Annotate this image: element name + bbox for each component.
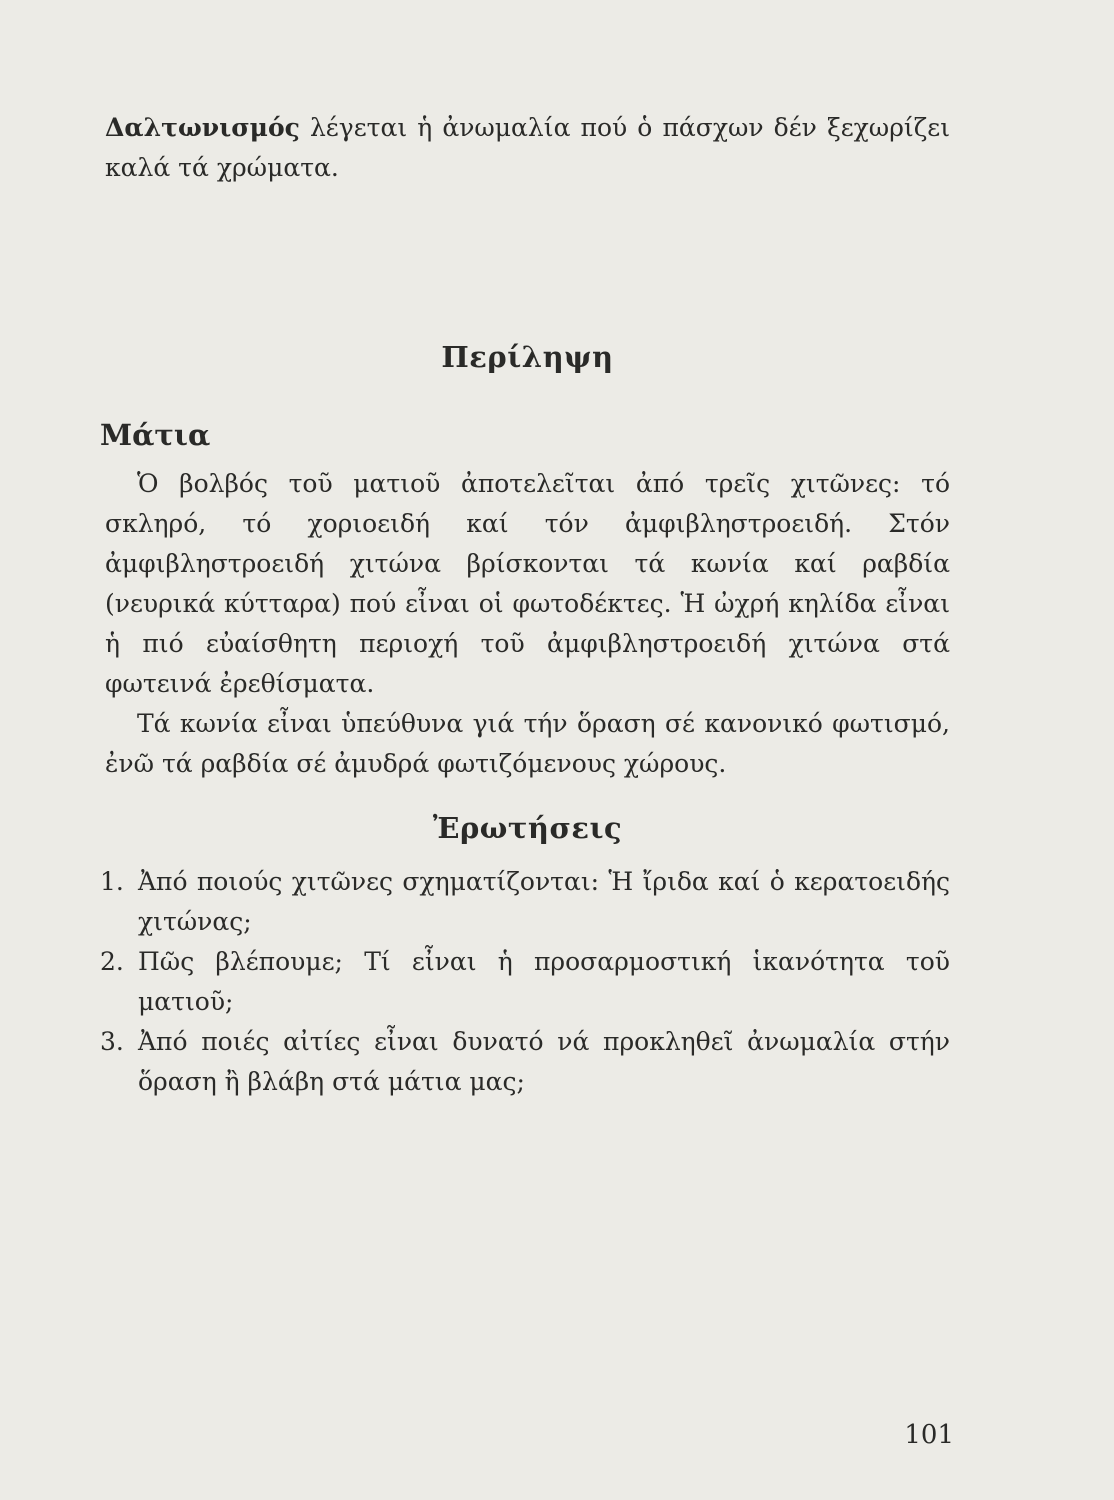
intro-paragraph bbox=[105, 108, 950, 188]
summary-heading: Περίληψη bbox=[441, 340, 614, 374]
page-number: 101 bbox=[904, 1420, 954, 1450]
summary-text bbox=[105, 464, 950, 784]
question-text: Ἀπό ποιούς χιτῶνες σχηματίζονται: Ἡ ἴριδα καί ὁ κερατοειδής χιτώνας; bbox=[138, 867, 950, 936]
question-text: Πῶς βλέπουμε; Τί εἶναι ἡ προσαρμοστική ἱκανότητα τοῦ ματιοῦ; bbox=[138, 947, 950, 1016]
question-number: 2. bbox=[100, 947, 124, 976]
summary-paragraph-2: Τά κωνία εἶναι ὑπεύθυνα γιά τήν ὅραση σέ κανονικό φωτισμό, ἐνῶ τά ραβδία σέ ἀμυδρά φωτιζόμενους χώρους. bbox=[105, 709, 950, 778]
questions-heading: Ἐρωτήσεις bbox=[432, 811, 623, 845]
question-number: 3. bbox=[100, 1027, 124, 1056]
question-item bbox=[100, 1022, 950, 1102]
question-text: Ἀπό ποιές αἰτίες εἶναι δυνατό νά προκληθεῖ ἀνωμαλία στήν ὅραση ἢ βλάβη στά μάτια μας; bbox=[138, 1027, 950, 1096]
question-item bbox=[100, 942, 950, 1022]
question-number: 1. bbox=[100, 867, 124, 896]
questions-list bbox=[100, 862, 950, 1102]
intro-definition: λέγεται ἡ ἀνωμαλία πού ὁ πάσχων δέν ξεχωρίζει καλά τά χρώματα. bbox=[105, 113, 950, 182]
summary-paragraph-1: Ὁ βολβός τοῦ ματιοῦ ἀποτελεῖται ἀπό τρεῖς χιτῶνες: τό σκληρό, τό χοριοειδή καί τόν ἀμφιβληστροειδή. Στόν ἀμφιβληστροειδή χιτώνα βρίσκονται τά κωνία καί ραβδία (νευρικά κύτταρα) πού εἶναι οἱ φωτοδέκτες. Ἡ ὠχρή κηλίδα εἶναι ἡ πιό εὐαίσθητη περιοχή τοῦ ἀμφιβληστροειδή χιτώνα στά φωτεινά ἐρεθίσματα. bbox=[105, 469, 950, 698]
question-item bbox=[100, 862, 950, 942]
intro-term: Δαλτωνισμός bbox=[105, 113, 300, 142]
section-title-eyes: Μάτια bbox=[100, 418, 211, 452]
